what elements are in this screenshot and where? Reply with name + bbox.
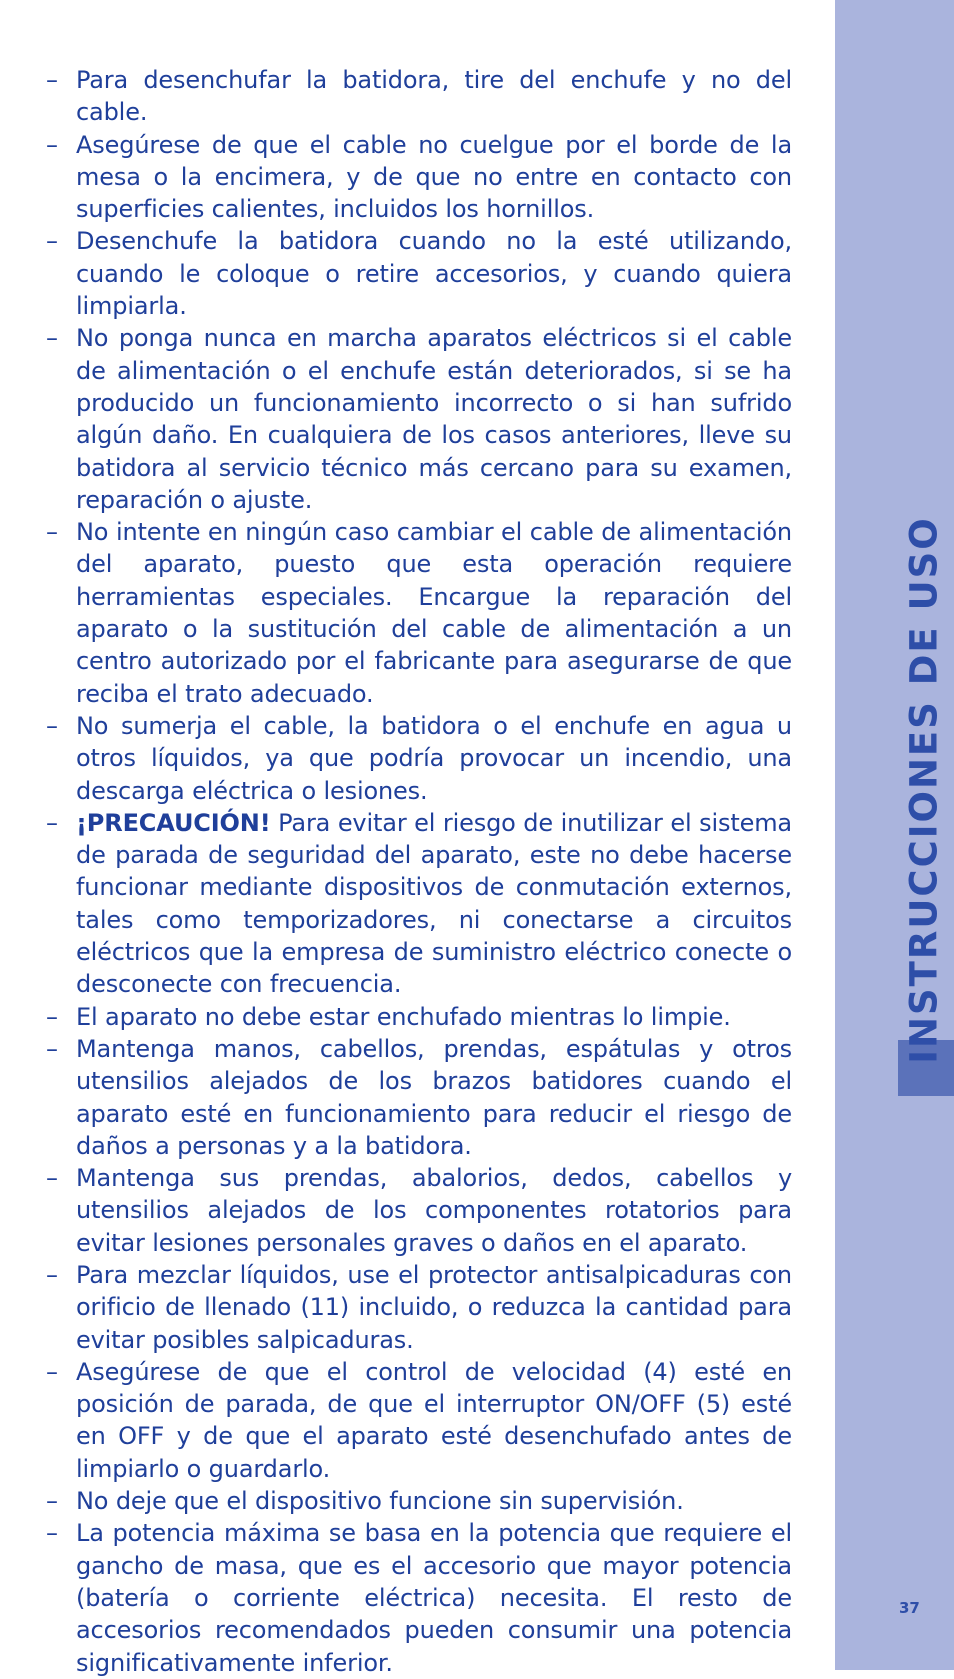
- bullet-dash: –: [46, 1260, 58, 1289]
- list-item: [46, 1485, 792, 1517]
- list-item-text: El aparato no debe estar enchufado mientras lo limpie.: [76, 1002, 731, 1031]
- list-item-text: No sumerja el cable, la batidora o el enchufe en agua u otros líquidos, ya que podría provocar un incendio, una descarga eléctrica o lesiones.: [76, 711, 792, 805]
- section-title: INSTRUCCIONES DE USO: [902, 516, 946, 1064]
- bullet-dash: –: [46, 1487, 58, 1516]
- list-item-text: Para desenchufar la batidora, tire del enchufe y no del cable.: [76, 66, 792, 127]
- list-item-text: Mantenga sus prendas, abalorios, dedos, cabellos y utensilios alejados de los componentes rotatorios para evitar lesiones personales graves o daños en el aparato.: [76, 1164, 792, 1257]
- warning-label: ¡PRECAUCIÓN!: [76, 808, 271, 837]
- list-item-text: [76, 809, 792, 998]
- list-item: [46, 225, 792, 322]
- bullet-dash: –: [46, 1164, 58, 1193]
- list-item: [46, 710, 792, 807]
- list-item-text: No ponga nunca en marcha aparatos eléctricos si el cable de alimentación o el enchufe están deteriorados, si se ha producido un funcionamiento incorrecto o si han sufrido algún daño. En cualquiera de los casos anteriores, lleve su batidora al servicio técnico más cercano para su examen, reparación o ajuste.: [76, 324, 792, 514]
- bullet-dash: –: [46, 324, 58, 353]
- bullet-dash: –: [46, 1519, 58, 1548]
- list-item: [46, 1517, 792, 1678]
- list-item-text: Asegúrese de que el cable no cuelgue por el borde de la mesa o la encimera, y de que no entre en contacto con superficies calientes, incluidos los hornillos.: [76, 130, 792, 224]
- bullet-dash: –: [46, 518, 58, 547]
- list-item: [46, 1001, 792, 1033]
- list-item: [46, 1356, 792, 1485]
- list-item-text: Para mezclar líquidos, use el protector antisalpicaduras con orificio de llenado (11) incluido, o reduzca la cantidad para evitar posibles salpicaduras.: [76, 1260, 792, 1354]
- bullet-dash: –: [46, 808, 58, 837]
- bullet-dash: –: [46, 711, 58, 740]
- list-item-text: No intente en ningún caso cambiar el cable de alimentación del aparato, puesto que esta operación requiere herramientas especiales. Encargue la reparación del aparato o la sustitución del cable de alimentación a un centro autorizado por el fabricante para asegurarse de que reciba el trato adecuado.: [76, 518, 792, 708]
- bullet-dash: –: [46, 1357, 58, 1386]
- page-number: 37: [899, 1599, 920, 1617]
- list-item: [46, 322, 792, 516]
- bullet-dash: –: [46, 66, 58, 94]
- bullet-dash: –: [46, 1002, 58, 1031]
- list-item-text: Desenchufe la batidora cuando no la esté utilizando, cuando le coloque o retire accesorios, y cuando quiera limpiarla.: [76, 227, 792, 321]
- list-item: [46, 1033, 792, 1162]
- list-item: [46, 516, 792, 710]
- list-item-text: La potencia máxima se basa en la potencia que requiere el gancho de masa, que es el accesorio que mayor potencia (batería o corriente eléctrica) necesita. El resto de accesorios recomendados pueden consumir una potencia significativamente inferior.: [76, 1519, 792, 1677]
- list-item-text: Asegúrese de que el control de velocidad (4) esté en posición de parada, de que el interruptor ON/OFF (5) esté en OFF y de que el aparato esté desenchufado antes de limpiarlo o guardarlo.: [76, 1357, 792, 1483]
- list-item: [46, 129, 792, 226]
- list-item: [46, 64, 792, 129]
- list-item-text: Mantenga manos, cabellos, prendas, espátulas y otros utensilios alejados de los brazos batidores cuando el aparato esté en funcionamiento para reducir el riesgo de daños a personas y a la batidora.: [76, 1034, 792, 1160]
- list-item: [46, 1259, 792, 1356]
- warning-text: Para evitar el riesgo de inutilizar el sistema de parada de seguridad del aparato, este no debe hacerse funcionar mediante dispositivos de conmutación externos, tales como temporizadores, ni conectarse a circuitos eléctricos que la empresa de suministro eléctrico conecte o desconecte con frecuencia.: [76, 808, 792, 999]
- list-item-warning: [46, 807, 792, 1001]
- bullet-dash: –: [46, 1034, 58, 1063]
- list-item-text: No deje que el dispositivo funcione sin supervisión.: [76, 1487, 684, 1516]
- bullet-dash: –: [46, 130, 58, 159]
- list-item: [46, 1162, 792, 1259]
- safety-instructions-list: [46, 64, 792, 1679]
- bullet-dash: –: [46, 227, 58, 256]
